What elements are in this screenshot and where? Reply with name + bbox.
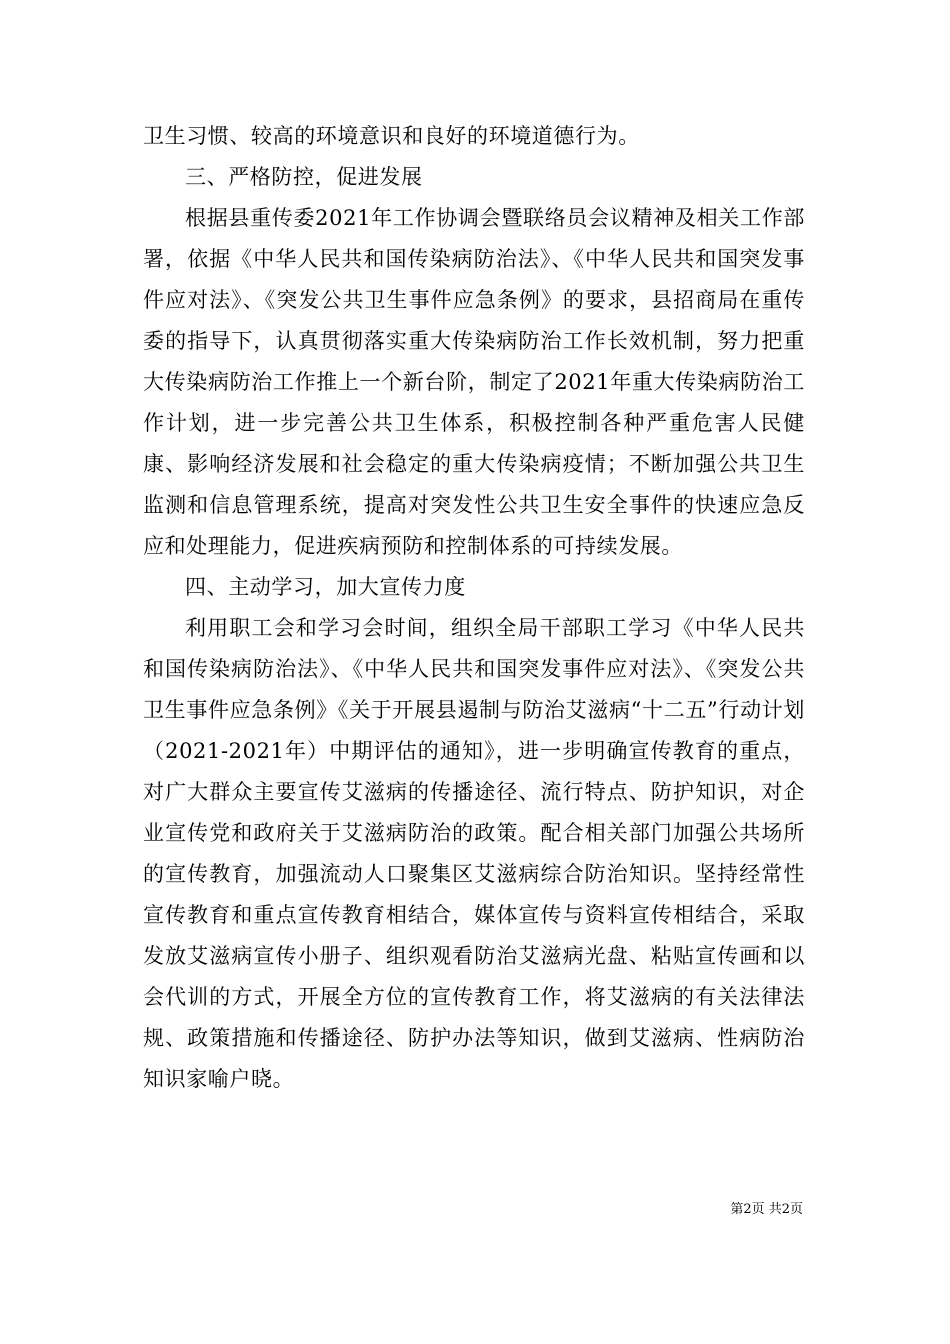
paragraph-prevention: 根据县重传委2021年工作协调会暨联络员会议精神及相关工作部署，依据《中华人民共和国传染病防治法》、《中华人民共和国突发事件应对法》、《突发公共卫生事件应急条例》的要求，县招商局在重传委的指导下，认真贯彻落实重大传染病防治工作长效机制，努力把重大传染病防治工作推上一个新台阶，制定了2021年重大传染病防治工作计划，进一步完善公共卫生体系，积极控制各种严重危害人民健康、影响经济发展和社会稳定的重大传染病疫情；不断加强公共卫生监测和信息管理系统，提高对突发性公共卫生安全事件的快速应急反应和处理能力，促进疾病预防和控制体系的可持续发展。 bbox=[143, 206, 805, 558]
document-body bbox=[143, 116, 805, 1100]
paragraph-publicity: 利用职工会和学习会时间，组织全局干部职工学习《中华人民共和国传染病防治法》、《中华人民共和国突发事件应对法》、《突发公共卫生事件应急条例》《关于开展县遏制与防治艾滋病“十二五”行动计划（2021-2021年）中期评估的通知》，进一步明确宣传教育的重点，对广大群众主要宣传艾滋病的传播途径、流行特点、防护知识，对企业宣传党和政府关于艾滋病防治的政策。配合相关部门加强公共场所的宣传教育，加强流动人口聚集区艾滋病综合防治知识。坚持经常性宣传教育和重点宣传教育相结合，媒体宣传与资料宣传相结合，采取发放艾滋病宣传小册子、组织观看防治艾滋病光盘、粘贴宣传画和以会代训的方式，开展全方位的宣传教育工作，将艾滋病的有关法律法规、政策措施和传播途径、防护办法等知识，做到艾滋病、性病防治知识家喻户晓。 bbox=[143, 616, 805, 1091]
page-number: 第2页 共2页 bbox=[730, 1202, 803, 1217]
section-heading-3: 三、严格防控，促进发展 bbox=[185, 165, 423, 189]
paragraph-continuation: 卫生习惯、较高的环境意识和良好的环境道德行为。 bbox=[143, 124, 640, 148]
section-heading-4: 四、主动学习，加大宣传力度 bbox=[185, 575, 466, 599]
